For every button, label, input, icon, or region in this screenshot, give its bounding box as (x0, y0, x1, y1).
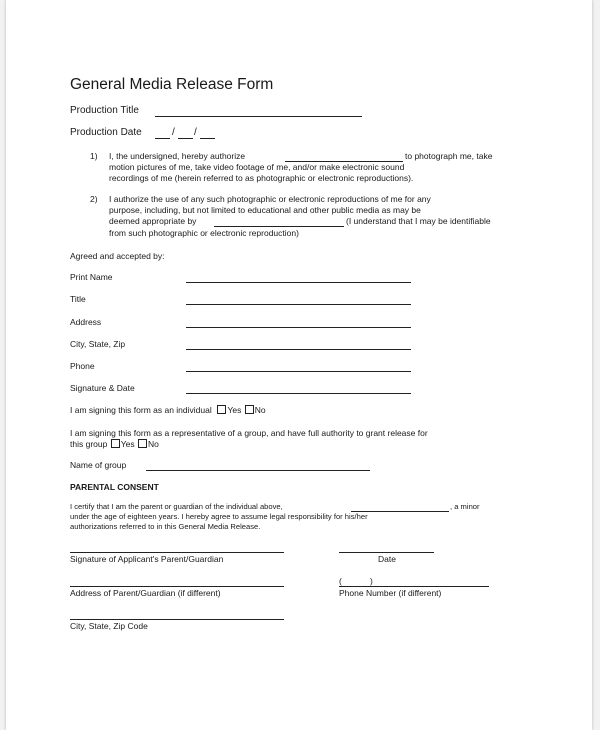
group-statement: I am signing this form as a representative of a group, and have full authority to grant release for (70, 428, 428, 438)
individual-text: I am signing this form as an individual (70, 405, 212, 415)
item2-text: from such photographic or electronic reproduction) (109, 228, 299, 238)
parent-address-field[interactable] (70, 586, 284, 587)
item1-text: motion pictures of me, take video footage of me, and/or make electronic sound (109, 162, 405, 172)
item2-text: purpose, including, but not limited to educational and other public media as may be (109, 205, 421, 215)
item1-text-pre: I, the undersigned, hereby authorize (109, 151, 246, 161)
parental-text-pre: I certify that I am the parent or guardian of the individual above, (70, 502, 283, 511)
deemed-by-field[interactable] (214, 226, 344, 227)
item2-text-post: (I understand that I may be identifiable (346, 216, 491, 226)
production-title-field[interactable] (155, 116, 362, 117)
production-date-day-field[interactable] (178, 138, 193, 139)
item1-text-post: to photograph me, take (405, 151, 493, 161)
city-state-zip-field[interactable] (186, 349, 411, 350)
production-title-label: Production Title (70, 105, 139, 116)
parental-consent-heading: PARENTAL CONSENT (70, 482, 159, 492)
title-label: Title (70, 294, 86, 304)
parent-city-state-zip-label: City, State, Zip Code (70, 621, 148, 631)
parent-date-field[interactable] (339, 552, 434, 553)
name-of-group-field[interactable] (146, 470, 370, 471)
group-statement-line2 (70, 439, 159, 450)
parent-phone-label: Phone Number (if different) (339, 588, 442, 598)
production-date-month-field[interactable] (155, 138, 170, 139)
agreed-label: Agreed and accepted by: (70, 251, 165, 261)
item1-text: recordings of me (herein referred to as photographic or electronic reproductions). (109, 173, 414, 183)
individual-yes-checkbox[interactable] (217, 405, 226, 414)
city-state-zip-label: City, State, Zip (70, 339, 126, 349)
parent-address-label: Address of Parent/Guardian (if different) (70, 588, 221, 598)
parental-text-post: , a minor (450, 502, 480, 511)
parent-date-label: Date (378, 554, 396, 564)
item2-text: I authorize the use of any such photographic or electronic reproductions of me for any (109, 194, 431, 204)
phone-field[interactable] (186, 371, 411, 372)
phone-label: Phone (70, 361, 95, 371)
signature-date-field[interactable] (186, 393, 411, 394)
document-page (6, 0, 592, 730)
phone-paren-open: ( (339, 576, 342, 586)
print-name-field[interactable] (186, 282, 411, 283)
production-date-label: Production Date (70, 127, 142, 138)
address-label: Address (70, 317, 102, 327)
parent-city-state-zip-field[interactable] (70, 619, 284, 620)
production-date-separator: / (194, 127, 197, 138)
group-yes-checkbox[interactable] (111, 439, 120, 448)
production-date-separator: / (172, 127, 175, 138)
item2-text-pre: deemed appropriate by (109, 216, 197, 226)
yes-label: Yes (227, 405, 242, 415)
title-field[interactable] (186, 304, 411, 305)
production-date-year-field[interactable] (200, 138, 215, 139)
form-title: General Media Release Form (70, 76, 274, 93)
name-of-group-label: Name of group (70, 460, 127, 470)
parental-text: under the age of eighteen years. I hereby agree to assume legal responsibility for his/her (70, 512, 368, 521)
item-number: 2) (90, 194, 98, 204)
parent-signature-label: Signature of Applicant's Parent/Guardian (70, 554, 224, 564)
yes-label: Yes (120, 439, 135, 449)
no-label: No (147, 439, 159, 449)
parent-phone-field[interactable] (339, 586, 489, 587)
parent-signature-field[interactable] (70, 552, 284, 553)
address-field[interactable] (186, 327, 411, 328)
group-text: this group (70, 439, 108, 449)
individual-no-checkbox[interactable] (245, 405, 254, 414)
no-label: No (254, 405, 266, 415)
individual-statement (70, 405, 266, 416)
phone-paren-close: ) (370, 576, 373, 586)
item-number: 1) (90, 151, 98, 161)
print-name-label: Print Name (70, 272, 113, 282)
parental-text: authorizations referred to in this General Media Release. (70, 522, 261, 531)
group-no-checkbox[interactable] (138, 439, 147, 448)
signature-date-label: Signature & Date (70, 383, 135, 393)
